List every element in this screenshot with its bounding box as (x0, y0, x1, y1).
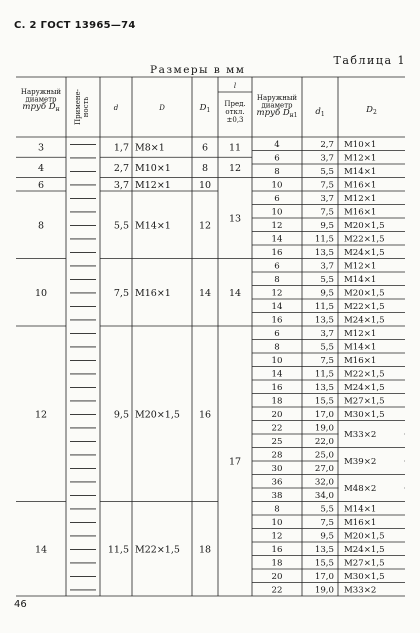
page-header: С. 2 ГОСТ 13965—74 (14, 20, 136, 31)
cell-D1: 10 (198, 179, 212, 191)
cell-D2: M22×1,5 (344, 301, 385, 312)
header-D2: D2 (366, 105, 377, 116)
cell-outer-diameter-1: 14 (271, 301, 283, 312)
cell-outer-diameter-1: 14 (271, 369, 283, 380)
cell-outer-diameter-1: 16 (271, 247, 283, 258)
cell-D2: M48×2 (344, 484, 377, 495)
cell-outer-diameter: 10 (34, 287, 48, 299)
table-label: Таблица 1 (333, 54, 406, 67)
cell-outer-diameter-1: 10 (271, 355, 283, 366)
cell-outer-diameter: 4 (37, 162, 45, 174)
cell-d1: 3,7 (320, 193, 334, 204)
cell-outer-diameter-1: 10 (271, 180, 283, 191)
cell-outer-diameter: 14 (34, 544, 48, 556)
cell-D: M16×1 (135, 287, 171, 299)
cell-D2: M27×1,5 (344, 558, 385, 569)
cell-outer-diameter-1: 6 (274, 328, 280, 339)
cell-outer-diameter-1: 20 (271, 571, 283, 582)
cell-D1: 8 (201, 162, 209, 174)
cell-outer-diameter-1: 12 (271, 531, 283, 542)
cell-d1: 7,5 (320, 517, 334, 528)
cell-l: 11 (228, 142, 242, 154)
header-outer-diameter: Наружный (20, 88, 62, 96)
cell-d: 11,5 (107, 544, 129, 556)
cell-D2: M16×1 (344, 207, 377, 218)
cell-D: M22×1,5 (135, 544, 180, 556)
cell-l: 14 (228, 287, 242, 299)
cell-d1: 27,0 (314, 463, 334, 474)
cell-outer-diameter-1: 28 (271, 450, 283, 461)
cell-d1: 19,0 (314, 585, 334, 596)
cell-outer-diameter-1: 30 (271, 463, 283, 474)
cell-d1: 3,7 (320, 261, 334, 272)
cell-D2: M14×1 (344, 342, 377, 353)
header-outer-diameter-1-symbol: труб Dн1 (256, 108, 298, 119)
cell-outer-diameter-1: 38 (271, 490, 283, 501)
cell-outer-diameter-1: 16 (271, 315, 283, 326)
cell-d1: 5,5 (320, 274, 334, 285)
cell-outer-diameter-1: 10 (271, 517, 283, 528)
cell-D2: M24×1,5 (344, 247, 385, 258)
cell-D2: M20×1,5 (344, 288, 385, 299)
cell-outer-diameter-1: 36 (271, 477, 283, 488)
cell-d1: 13,5 (314, 382, 334, 393)
cell-D2: M30×1,5 (344, 571, 385, 582)
cell-outer-diameter-1: 22 (271, 585, 283, 596)
header-application-line: ность (82, 96, 90, 118)
cell-d1: 7,5 (320, 355, 334, 366)
cell-D1: 18 (198, 544, 212, 556)
cell-D2: M20×1,5 (344, 531, 385, 542)
cell-D2: M16×1 (344, 355, 377, 366)
cell-outer-diameter-1: 4 (274, 139, 280, 150)
cell-d1: 7,5 (320, 180, 334, 191)
cell-outer-diameter-1: 8 (274, 274, 280, 285)
cell-d1: 11,5 (314, 234, 334, 245)
cell-D2: M12×1 (344, 261, 377, 272)
cell-d: 5,5 (113, 220, 129, 232)
cell-outer-diameter-1: 8 (274, 342, 280, 353)
cell-l: 12 (228, 162, 242, 174)
cell-outer-diameter: 8 (37, 220, 45, 232)
page-number: 46 (14, 599, 27, 610)
cell-outer-diameter-1: 18 (271, 558, 283, 569)
cell-d1: 5,5 (320, 504, 334, 515)
cell-d1: 5,5 (320, 342, 334, 353)
cell-D2: M27×1,5 (344, 396, 385, 407)
header-outer-diameter-1: диаметр (261, 101, 293, 110)
cell-d1: 17,0 (314, 571, 334, 582)
cell-outer-diameter-1: 16 (271, 382, 283, 393)
header-l-deviation: Пред. (224, 100, 246, 108)
cell-d1: 19,0 (314, 423, 334, 434)
cell-outer-diameter-1: 22 (271, 423, 283, 434)
header-outer-diameter: диаметр (25, 95, 57, 104)
cell-d: 3,7 (113, 179, 129, 191)
cell-outer-diameter: 6 (37, 179, 45, 191)
cell-D2: M30×1,5 (344, 409, 385, 420)
cell-D2: M10×1 (344, 139, 377, 150)
cell-d1: 15,5 (314, 396, 334, 407)
cell-d1: 22,0 (314, 436, 334, 447)
cell-D2: M22×1,5 (344, 234, 385, 245)
cell-d1: 3,7 (320, 328, 334, 339)
cell-D: M14×1 (135, 220, 171, 232)
cell-d1: 17,0 (314, 409, 334, 420)
cell-D1: 16 (198, 409, 212, 421)
cell-D2: M24×1,5 (344, 544, 385, 555)
cell-D2: M22×1,5 (344, 369, 385, 380)
cell-outer-diameter-1: 25 (271, 436, 283, 447)
header-l: l (233, 82, 237, 90)
table-caption: Размеры в мм (150, 64, 246, 76)
cell-D2: M12×1 (344, 193, 377, 204)
cell-outer-diameter-1: 8 (274, 504, 280, 515)
cell-d1: 2,7 (320, 139, 334, 150)
cell-d1: 32,0 (314, 477, 334, 488)
cell-D2: M14×1 (344, 166, 377, 177)
cell-D2: M14×1 (344, 274, 377, 285)
cell-d: 7,5 (113, 287, 129, 299)
header-D1: D1 (199, 103, 211, 114)
cell-d1: 34,0 (314, 490, 334, 501)
cell-D2: M24×1,5 (344, 315, 385, 326)
header-application-line: Примене- (74, 88, 82, 126)
cell-D2: M16×1 (344, 180, 377, 191)
cell-outer-diameter-1: 14 (271, 234, 283, 245)
header-l-deviation: откл. (225, 108, 245, 116)
cell-outer-diameter-1: 18 (271, 396, 283, 407)
cell-outer-diameter-1: 6 (274, 261, 280, 272)
cell-d1: 13,5 (314, 315, 334, 326)
cell-D2: M12×1 (344, 328, 377, 339)
cell-d1: 11,5 (314, 369, 334, 380)
cell-D1: 14 (198, 287, 212, 299)
cell-outer-diameter-1: 8 (274, 166, 280, 177)
cell-D: M8×1 (135, 142, 165, 154)
header-application (74, 88, 90, 125)
cell-d: 2,7 (113, 162, 129, 174)
cell-D1: 12 (198, 220, 212, 232)
header-D: D (159, 104, 165, 112)
cell-D2: M33×2 (344, 430, 377, 441)
header-d1: d1 (315, 107, 325, 118)
header-l-deviation: ±0,3 (226, 116, 244, 124)
cell-l: 17 (228, 456, 242, 468)
cell-l: 13 (228, 213, 242, 225)
cell-D: M20×1,5 (135, 409, 180, 421)
cell-d1: 7,5 (320, 207, 334, 218)
cell-outer-diameter-1: 6 (274, 153, 280, 164)
cell-d1: 5,5 (320, 166, 334, 177)
cell-D2: M20×1,5 (344, 220, 385, 231)
cell-outer-diameter-1: 10 (271, 207, 283, 218)
cell-outer-diameter-1: 16 (271, 544, 283, 555)
cell-D2: M12×1 (344, 153, 377, 164)
header-d: d (113, 104, 119, 112)
cell-outer-diameter: 3 (37, 142, 45, 154)
cell-d1: 25,0 (314, 450, 334, 461)
cell-d: 9,5 (113, 409, 129, 421)
cell-outer-diameter: 12 (34, 409, 48, 421)
cell-D1: 6 (201, 142, 209, 154)
cell-D2: M16×1 (344, 517, 377, 528)
cell-D: M12×1 (135, 179, 171, 191)
cell-d1: 9,5 (320, 220, 334, 231)
cell-d1: 11,5 (314, 301, 334, 312)
cell-outer-diameter-1: 12 (271, 288, 283, 299)
cell-D2: M39×2 (344, 457, 377, 468)
header-outer-diameter-symbol: труб Dн (22, 102, 60, 113)
header-outer-diameter-1: Наружный (256, 94, 298, 102)
cell-outer-diameter-1: 6 (274, 193, 280, 204)
cell-d1: 9,5 (320, 288, 334, 299)
cell-d1: 13,5 (314, 544, 334, 555)
cell-d1: 9,5 (320, 531, 334, 542)
cell-outer-diameter-1: 20 (271, 409, 283, 420)
cell-D: M10×1 (135, 162, 171, 174)
cell-d1: 13,5 (314, 247, 334, 258)
cell-d1: 3,7 (320, 153, 334, 164)
cell-d: 1,7 (113, 142, 129, 154)
cell-outer-diameter-1: 12 (271, 220, 283, 231)
cell-d1: 15,5 (314, 558, 334, 569)
cell-D2: M24×1,5 (344, 382, 385, 393)
cell-D2: M14×1 (344, 504, 377, 515)
cell-D2: M33×2 (344, 585, 377, 596)
